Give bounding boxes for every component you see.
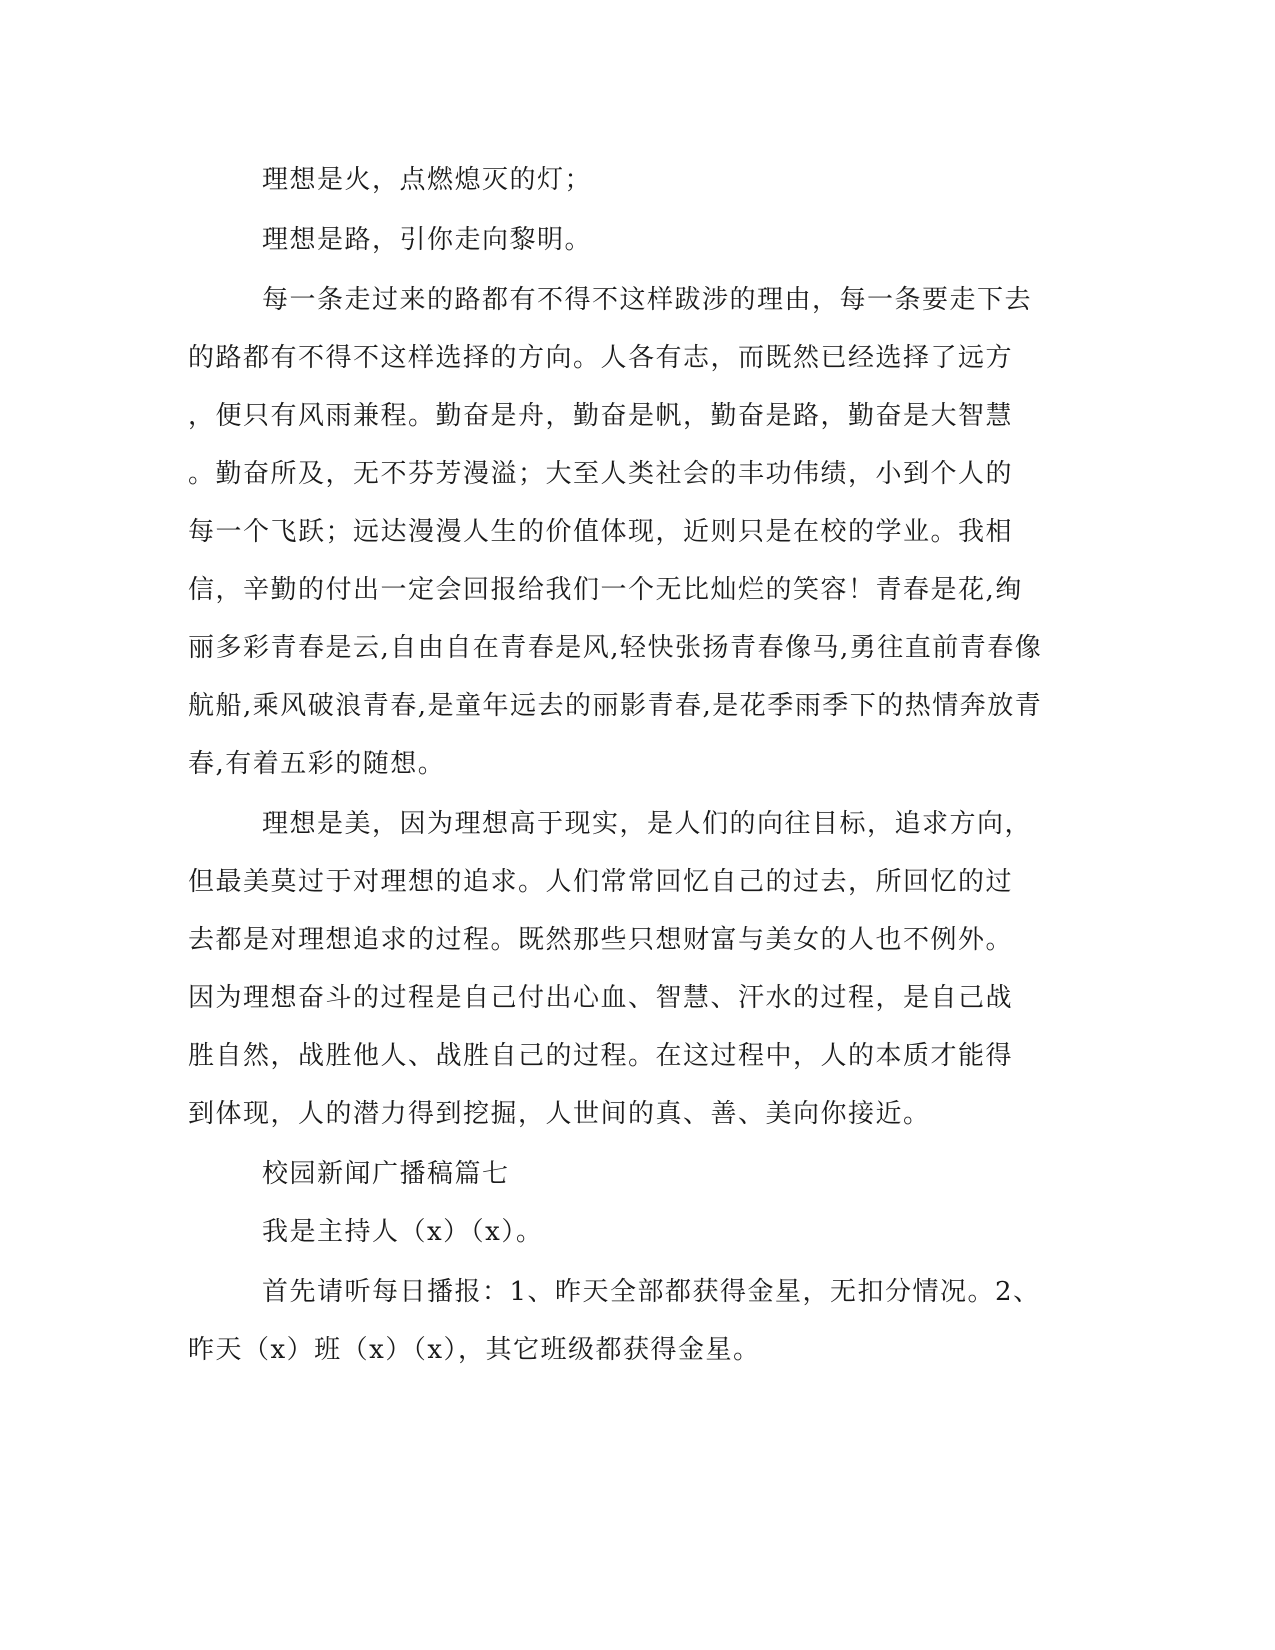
paragraph-line: 每一个飞跃；远达漫漫人生的价值体现，近则只是在校的学业。我相 <box>188 517 1014 547</box>
paragraph-line: 但最美莫过于对理想的追求。人们常常回忆自己的过去，所回忆的过 <box>188 867 1014 897</box>
section-heading: 校园新闻广播稿篇七 <box>262 1159 510 1189</box>
paragraph-line: 理想是美，因为理想高于现实，是人们的向往目标，追求方向， <box>262 809 1033 839</box>
paragraph-line: 因为理想奋斗的过程是自己付出心血、智慧、汗水的过程，是自己战 <box>188 983 1014 1013</box>
paragraph-line: 胜自然，战胜他人、战胜自己的过程。在这过程中，人的本质才能得 <box>188 1041 1014 1071</box>
paragraph-line: 昨天（x）班（x）（x），其它班级都获得金星。 <box>188 1335 761 1365</box>
paragraph-line: ，便只有风雨兼程。勤奋是舟，勤奋是帆，勤奋是路，勤奋是大智慧 <box>188 401 1014 431</box>
paragraph-line: 去都是对理想追求的过程。既然那些只想财富与美女的人也不例外。 <box>188 925 1014 955</box>
paragraph-line: 。勤奋所及，无不芬芳漫溢；大至人类社会的丰功伟绩，小到个人的 <box>188 459 1014 489</box>
paragraph-line: 到体现，人的潜力得到挖掘，人世间的真、善、美向你接近。 <box>188 1099 931 1129</box>
paragraph-line: 我是主持人（x）（x）。 <box>262 1217 544 1247</box>
paragraph-line: 理想是路，引你走向黎明。 <box>262 225 593 255</box>
paragraph-line: 航船,乘风破浪青春,是童年远去的丽影青春,是花季雨季下的热情奔放青 <box>188 691 1043 721</box>
paragraph-line: 每一条走过来的路都有不得不这样跋涉的理由，每一条要走下去 <box>262 285 1033 315</box>
paragraph-line: 的路都有不得不这样选择的方向。人各有志，而既然已经选择了远方 <box>188 343 1014 373</box>
paragraph-line: 春,有着五彩的随想。 <box>188 749 446 779</box>
paragraph-line: 首先请听每日播报：1、昨天全部都获得金星，无扣分情况。2、 <box>262 1277 1041 1307</box>
paragraph-line: 丽多彩青春是云,自由自在青春是风,轻快张扬青春像马,勇往直前青春像 <box>188 633 1043 663</box>
paragraph-line: 信，辛勤的付出一定会回报给我们一个无比灿烂的笑容！青春是花,绚 <box>188 575 1023 605</box>
paragraph-line: 理想是火，点燃熄灭的灯； <box>262 165 593 195</box>
